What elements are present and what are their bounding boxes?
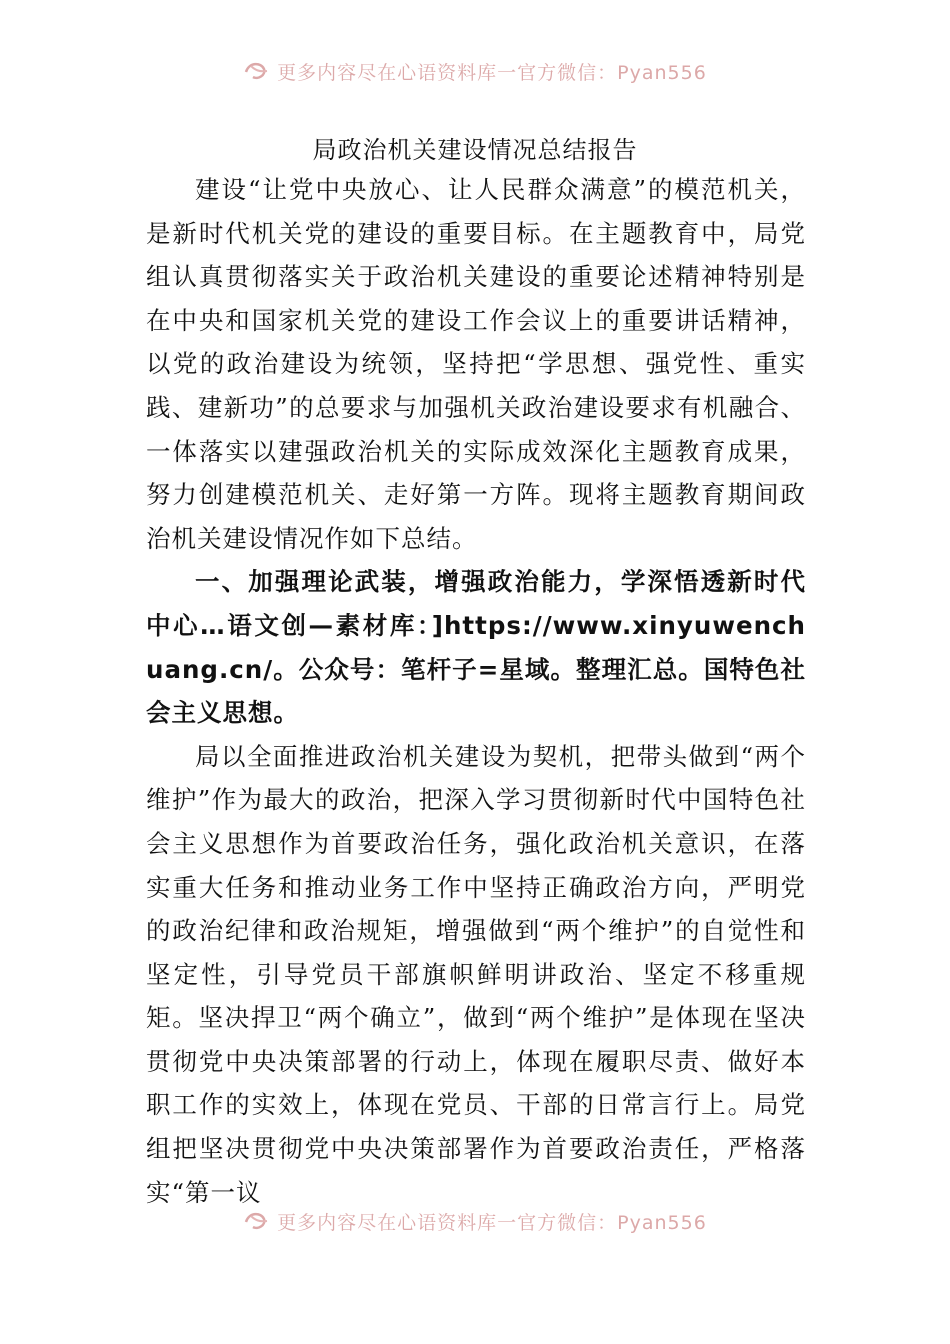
- intro-paragraph: 建设“让党中央放心、让人民群众满意”的模范机关，是新时代机关党的建设的重要目标。在主题教育中，局党组认真贯彻落实关于政治机关建设的重要论述精神特别是在中央和国家机关党的建设工作会议上的重要讲话精神，以党的政治建设为统领，坚持把“学思想、强党性、重实践、建新功”的总要求与加强机关政治建设要求有机融合、一体落实以建强政治机关的实际成效深化主题教育成果，努力创建模范机关、走好第一方阵。现将主题教育期间政治机关建设情况作如下总结。: [146, 175, 806, 553]
- watermark-footer: [0, 1206, 950, 1236]
- watermark-header: [0, 56, 950, 86]
- document-title: 局政治机关建设情况总结报告: [312, 136, 638, 164]
- watermark-text: 更多内容尽在心语资料库一官方微信：Pyan556: [277, 61, 707, 84]
- section-heading-1: 一、加强理论武装，增强政治能力，学深悟透新时代中心…语文创—素材库：]https://www.xinyuwenchuang.cn/。公众号：笔杆子=星域。整理汇总。国特色社会主义思想。: [146, 567, 806, 728]
- watermark-logo-icon: [243, 60, 269, 82]
- watermark-logo-icon: [243, 1210, 269, 1232]
- document-body: [146, 168, 806, 1214]
- watermark-text: 更多内容尽在心语资料库一官方微信：Pyan556: [277, 1211, 707, 1234]
- section-1-paragraph: 局以全面推进政治机关建设为契机，把带头做到“两个维护”作为最大的政治，把深入学习贯彻新时代中国特色社会主义思想作为首要政治任务，强化政治机关意识，在落实重大任务和推动业务工作中坚持正确政治方向，严明党的政治纪律和政治规矩，增强做到“两个维护”的自觉性和坚定性，引导党员干部旗帜鲜明讲政治、坚定不移重规矩。坚决捍卫“两个确立”，做到“两个维护”是体现在坚决贯彻党中央决策部署的行动上，体现在履职尽责、做好本职工作的实效上，体现在党员、干部的日常言行上。局党组把坚决贯彻党中央决策部署作为首要政治责任，严格落实“第一议: [146, 741, 806, 1207]
